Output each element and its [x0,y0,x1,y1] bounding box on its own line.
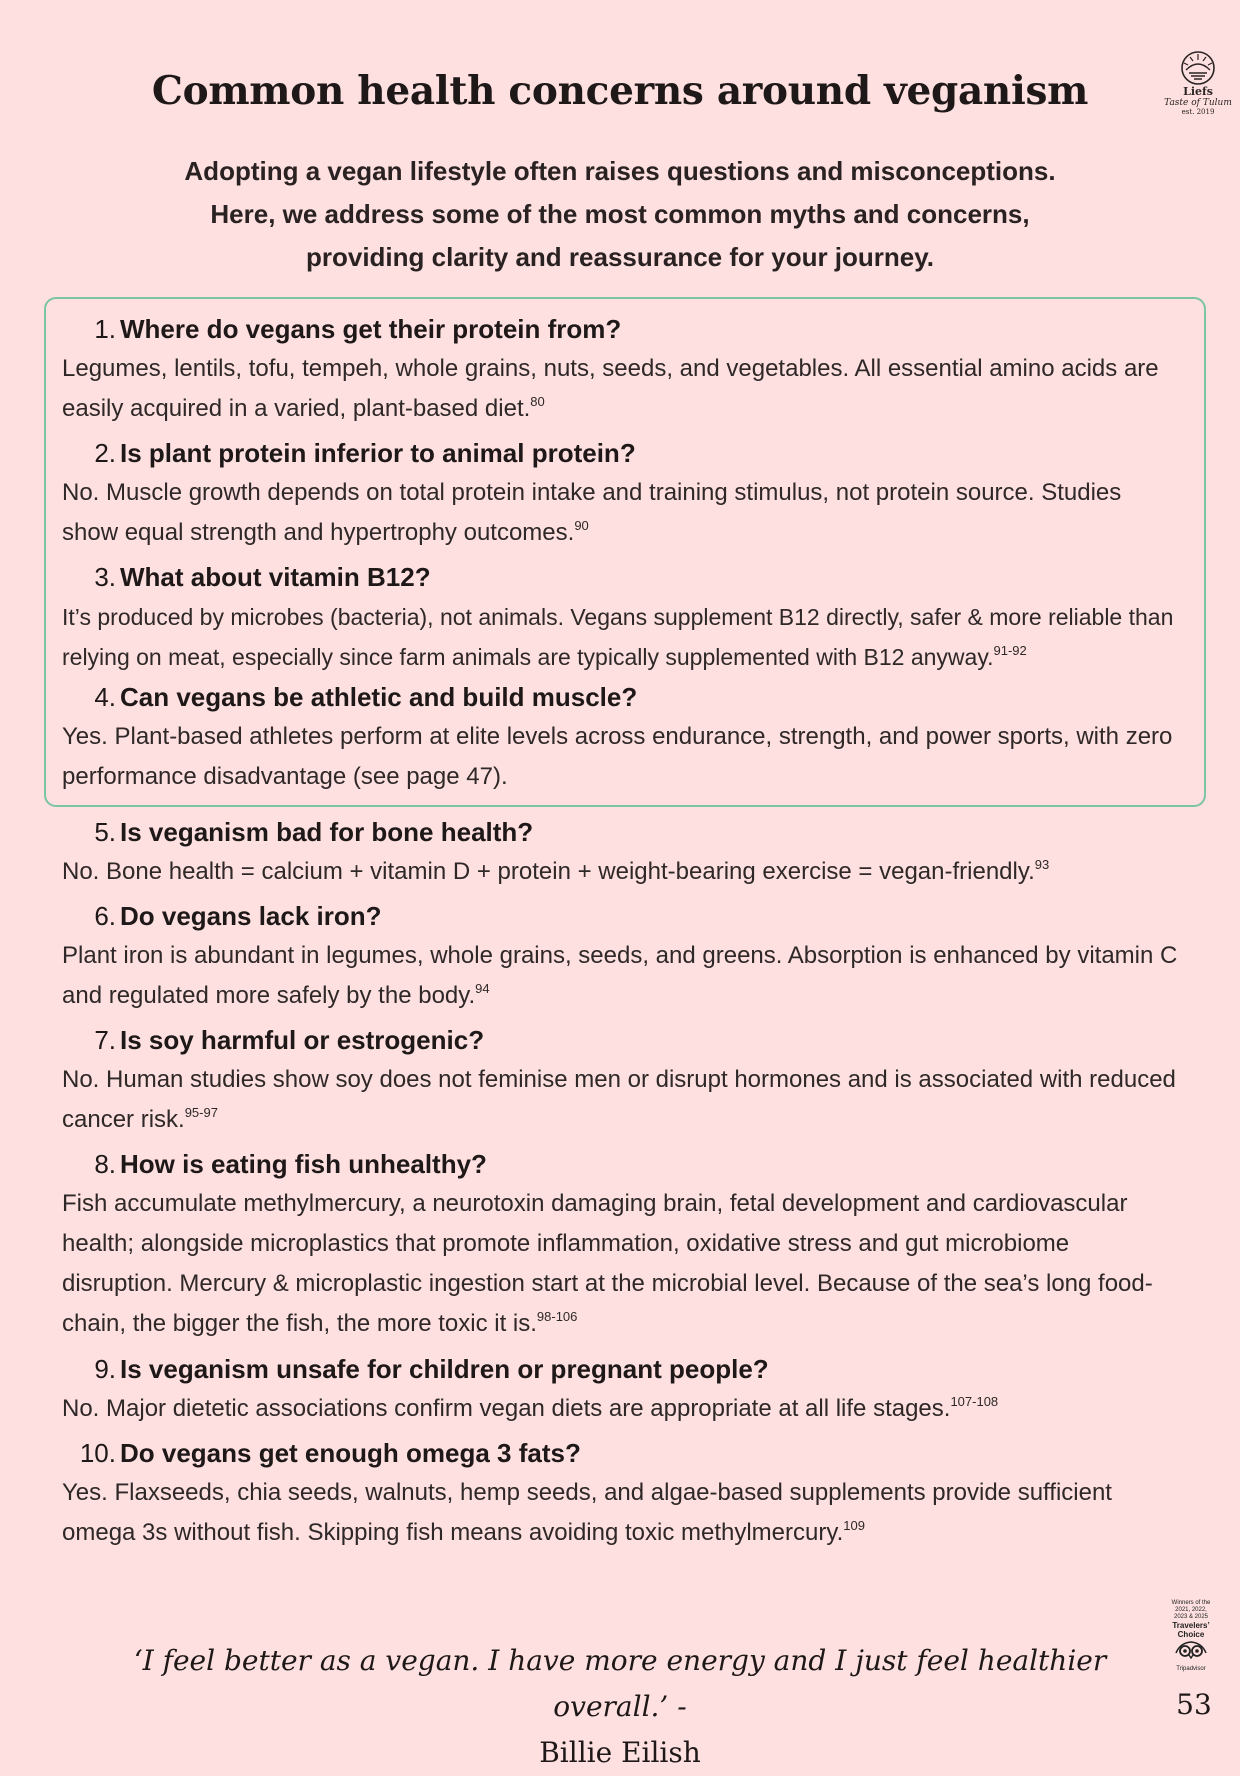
answer [62,852,1182,892]
question [62,1349,1182,1389]
answer-text: Yes. Flaxseeds, chia seeds, walnuts, hemp seeds, and algae-based supplements provide sufficient omega 3s without fish. Skipping fish means avoiding toxic methylmercury. [62,1479,1112,1546]
question [62,677,1182,717]
question-number: 5. [94,817,116,847]
reference: 91-92 [993,643,1027,658]
answer-text: Legumes, lentils, tofu, tempeh, whole grains, nuts, seeds, and vegetables. All essential amino acids are easily acquired in a varied, plant-based diet. [62,355,1159,422]
qa-item-7 [62,1020,1182,1140]
badge-line: 2021, 2022, [1175,1607,1207,1613]
question-text: Is soy harmful or estrogenic? [120,1025,485,1055]
question-number: 3. [94,562,116,592]
quote-author: Billie Eilish [539,1736,701,1769]
reference: 107-108 [950,1394,999,1409]
badge-line: Travelers’ [1172,1621,1210,1630]
qa-item-4 [62,677,1182,797]
answer [62,717,1182,797]
qa-item-5 [62,812,1182,892]
qa-item-2 [62,433,1182,553]
question-text: Can vegans be athletic and build muscle? [120,682,638,712]
sun-icon [1178,50,1218,86]
answer [62,473,1182,553]
answer [62,1389,1182,1429]
reference: 93 [1034,857,1050,872]
reference: 98-106 [536,1309,578,1324]
question [62,557,1182,597]
answer-text: No. Major dietetic associations confirm vegan diets are appropriate at all life stages. [62,1395,951,1422]
page-number: 53 [1176,1688,1212,1721]
intro-line: Adopting a vegan lifestyle often raises questions and misconceptions. [184,156,1056,186]
question-number: 7. [94,1025,116,1055]
question-number: 6. [94,901,116,931]
question-text: What about vitamin B12? [120,562,431,592]
qa-item-8 [62,1144,1182,1344]
answer-text: Fish accumulate methylmercury, a neurotoxin damaging brain, fetal development and cardiovascular health; alongside microplastics that promote inflammation, oxidative stress and gut microbiome disruption. Mercury & microplastic ingestion start at the microbial level. Because of the sea’s long food-chain, the bigger the fish, the more toxic it is. [62,1190,1153,1337]
question-number: 9. [94,1354,116,1384]
question-text: How is eating fish unhealthy? [120,1149,487,1179]
question [62,896,1182,936]
page-title: Common health concerns around veganism [151,68,1089,114]
question-text: Is veganism bad for bone health? [120,817,534,847]
reference: 94 [475,981,490,996]
qa-item-6 [62,896,1182,1016]
travelers-choice-badge [1160,1600,1222,1673]
question [62,812,1182,852]
answer-text: No. Bone health = calcium + vitamin D + protein + weight-bearing exercise = vegan-friendly. [62,858,1035,885]
question-number: 4. [94,682,116,712]
quote [100,1638,1140,1776]
answer [62,1184,1182,1344]
qa-item-9 [62,1349,1182,1429]
qa-item-10 [62,1433,1182,1553]
question-number: 10. [79,1438,116,1468]
answer [62,349,1182,429]
question-text: Where do vegans get their protein from? [120,314,622,344]
question-text: Is plant protein inferior to animal protein? [120,438,636,468]
question-text: Do vegans get enough omega 3 fats? [120,1438,581,1468]
tripadvisor-owl-icon [1174,1639,1208,1661]
answer-text: No. Human studies show soy does not feminise men or disrupt hormones and is associated with reduced cancer risk. [62,1066,1176,1133]
badge-line: Winners of the [1171,1600,1211,1606]
answer [62,1473,1182,1553]
intro-line: providing clarity and reassurance for your journey. [305,242,935,272]
answer-text: Yes. Plant-based athletes perform at elite levels across endurance, strength, and power sports, with zero performance disadvantage (see page 47). [62,723,1173,790]
answer-text: Plant iron is abundant in legumes, whole grains, seeds, and greens. Absorption is enhanced by vitamin C and regulated more safely by the body. [62,942,1178,1009]
reference: 95-97 [184,1105,218,1120]
question-number: 2. [94,438,116,468]
badge-line: Choice [1177,1630,1205,1639]
quote-text: ‘I feel better as a vegan. I have more energy and I just feel healthier overall.’ - [133,1644,1107,1723]
reference: 90 [574,518,589,533]
reference: 80 [530,394,545,409]
question-number: 1. [94,314,116,344]
question-text: Do vegans lack iron? [120,901,382,931]
reference: 109 [843,1518,865,1533]
question [62,309,1182,349]
intro-text [80,150,1160,279]
logo-name: Liefs [1183,85,1213,98]
question-number: 8. [94,1149,116,1179]
question-text: Is veganism unsafe for children or pregnant people? [120,1354,769,1384]
intro-line: Here, we address some of the most common myths and concerns, [210,199,1030,229]
liefs-logo [1158,50,1238,117]
answer [62,1060,1182,1140]
question [62,1020,1182,1060]
answer [62,597,1182,677]
answer [62,936,1182,1016]
badge-line: Tripadvisor [1176,1666,1206,1672]
question [62,1433,1182,1473]
question [62,1144,1182,1184]
answer-text: It’s produced by microbes (bacteria), not animals. Vegans supplement B12 directly, safer & more reliable than relying on meat, especially since farm animals are typically supplemented with B12 anyway. [62,604,1174,670]
question [62,433,1182,473]
logo-tagline: Taste of Tulum [1164,98,1232,108]
logo-est: est. 2019 [1181,108,1215,116]
answer-text: No. Muscle growth depends on total protein intake and training stimulus, not protein source. Studies show equal strength and hypertrophy outcomes. [62,479,1122,546]
qa-item-3 [62,557,1182,677]
qa-item-1 [62,309,1182,429]
badge-line: 2023 & 2025 [1173,1614,1209,1620]
